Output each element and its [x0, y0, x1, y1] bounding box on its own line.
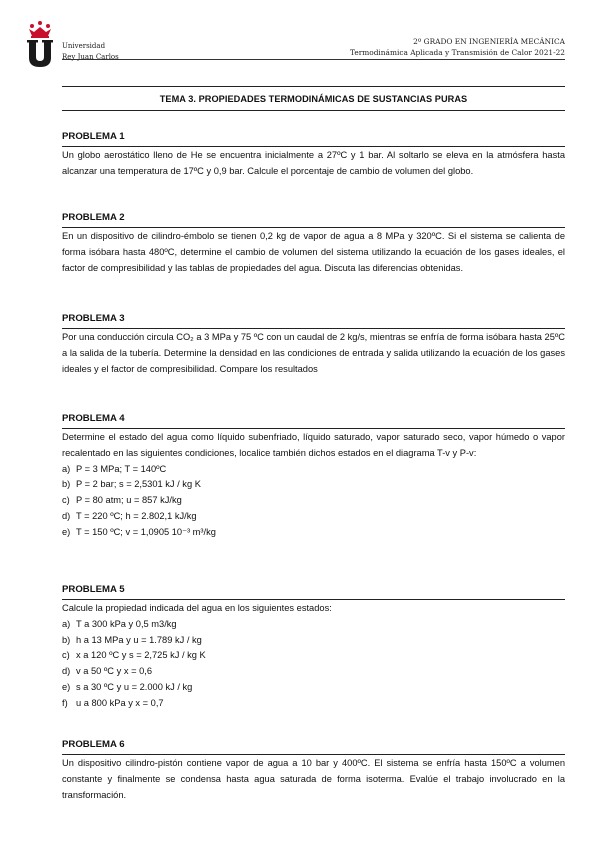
- item-letter: c): [62, 495, 70, 506]
- item-letter: b): [62, 634, 71, 645]
- problem-1-heading: PROBLEMA 1: [62, 131, 565, 147]
- list-item: [62, 696, 565, 712]
- problem-5-list: [62, 617, 565, 712]
- problem-3-text: Por una conducción circula CO₂ a 3 MPa y 75 ºC con un caudal de 2 kg/s, mientras se enfría de forma isóbara hasta 25ºC a la salida de la tubería. Determine la densidad en las condiciones de entrada y salida utilizando la ecuación de los gases ideales y el factor de compresibilidad. Compare los resultados: [62, 332, 565, 374]
- item-letter: e): [62, 526, 71, 537]
- course-info: [350, 36, 565, 58]
- problem-3-heading: PROBLEMA 3: [62, 313, 565, 329]
- problem-5-text: Calcule la propiedad indicada del agua en los siguientes estados:: [62, 603, 332, 613]
- list-item: [62, 648, 565, 664]
- item-letter: d): [62, 510, 71, 521]
- list-item: [62, 617, 565, 633]
- problem-3: [62, 313, 565, 377]
- item-text: v a 50 ºC y x = 0,6: [76, 666, 153, 677]
- course-name: Termodinámica Aplicada y Transmisión de Calor 2021-22: [349, 48, 565, 57]
- item-text: T a 300 kPa y 0,5 m3/kg: [76, 618, 177, 629]
- problem-2-heading: PROBLEMA 2: [62, 212, 565, 228]
- problem-4-list: [62, 462, 565, 541]
- problem-6-text: Un dispositivo cilindro-pistón contiene vapor de agua a 10 bar y 400ºC. El sistema se enfría hasta 150ºC a volumen constante y finalmente se condensa hasta agua saturada de forma isoterma. Evalúe el trabajo involucrado en la transformación.: [62, 758, 565, 800]
- page-title: TEMA 3. PROPIEDADES TERMODINÁMICAS DE SUSTANCIAS PURAS: [159, 93, 468, 104]
- list-item: [62, 664, 565, 680]
- degree-name: 2º GRADO EN INGENIERÍA MECÁNICA: [413, 37, 565, 46]
- problem-2-text: En un dispositivo de cilindro-émbolo se tienen 0,2 kg de vapor de agua a 8 MPa y 320ºC. Si el sistema se calienta de forma isóbara hasta 480ºC, determine el cambio de volumen del sistema utilizando la ecuación de los gases ideales, el factor de compresibilidad y las tablas de propiedades del agua. Discuta las diferencias obtenidas.: [62, 231, 565, 273]
- university-line-1: Universidad: [62, 42, 106, 50]
- list-item: [62, 493, 565, 509]
- item-letter: a): [62, 618, 71, 629]
- problem-5-heading: PROBLEMA 5: [62, 584, 565, 600]
- problem-1-text: Un globo aerostático lleno de He se encuentra inicialmente a 27ºC y 1 bar. Al soltarlo se eleva en la atmósfera hasta alcanzar una temperatura de 17ºC y 0,9 bar. Calcule el porcentaje de cambio de volumen del globo.: [62, 150, 565, 176]
- university-line-2: Rey Juan Carlos: [62, 53, 119, 61]
- item-text: x a 120 ºC y s = 2,725 kJ / kg K: [76, 650, 206, 661]
- item-letter: d): [62, 666, 71, 677]
- item-text: P = 2 bar; s = 2,5301 kJ / kg K: [76, 479, 201, 490]
- item-letter: e): [62, 681, 71, 692]
- item-letter: f): [62, 697, 68, 708]
- item-text: u a 800 kPa y x = 0,7: [76, 697, 164, 708]
- list-item: [62, 633, 565, 649]
- item-text: s a 30 ºC y u = 2.000 kJ / kg: [76, 681, 193, 692]
- list-item: [62, 680, 565, 696]
- problem-4-text: Determine el estado del agua como líquido subenfriado, líquido saturado, vapor saturado seco, vapor húmedo o vapor recalentado en las siguientes condiciones, localice también dichos estados en el diagrama T-v y P-v:: [62, 432, 565, 458]
- item-text: P = 80 atm; u = 857 kJ/kg: [76, 495, 182, 506]
- list-item: [62, 525, 565, 541]
- university-crest-icon: [22, 20, 58, 68]
- item-letter: c): [62, 650, 70, 661]
- header-divider: [62, 59, 565, 60]
- item-text: h a 13 MPa y u = 1.789 kJ / kg: [76, 634, 202, 645]
- problem-4-heading: PROBLEMA 4: [62, 413, 565, 429]
- list-item: [62, 477, 565, 493]
- item-letter: b): [62, 479, 71, 490]
- problem-1: [62, 131, 565, 180]
- item-text: T = 220 ºC; h = 2.802,1 kJ/kg: [76, 510, 197, 521]
- list-item: [62, 509, 565, 525]
- item-text: P = 3 MPa; T = 140ºC: [76, 463, 167, 474]
- item-text: T = 150 ºC; v = 1,0905 10⁻³ m³/kg: [76, 526, 216, 537]
- problem-5: [62, 584, 565, 712]
- problem-6: [62, 739, 565, 803]
- problem-2: [62, 212, 565, 276]
- list-item: [62, 462, 565, 478]
- item-letter: a): [62, 463, 71, 474]
- problem-4: [62, 413, 565, 541]
- problem-6-heading: PROBLEMA 6: [62, 739, 565, 755]
- title-box: [62, 86, 565, 111]
